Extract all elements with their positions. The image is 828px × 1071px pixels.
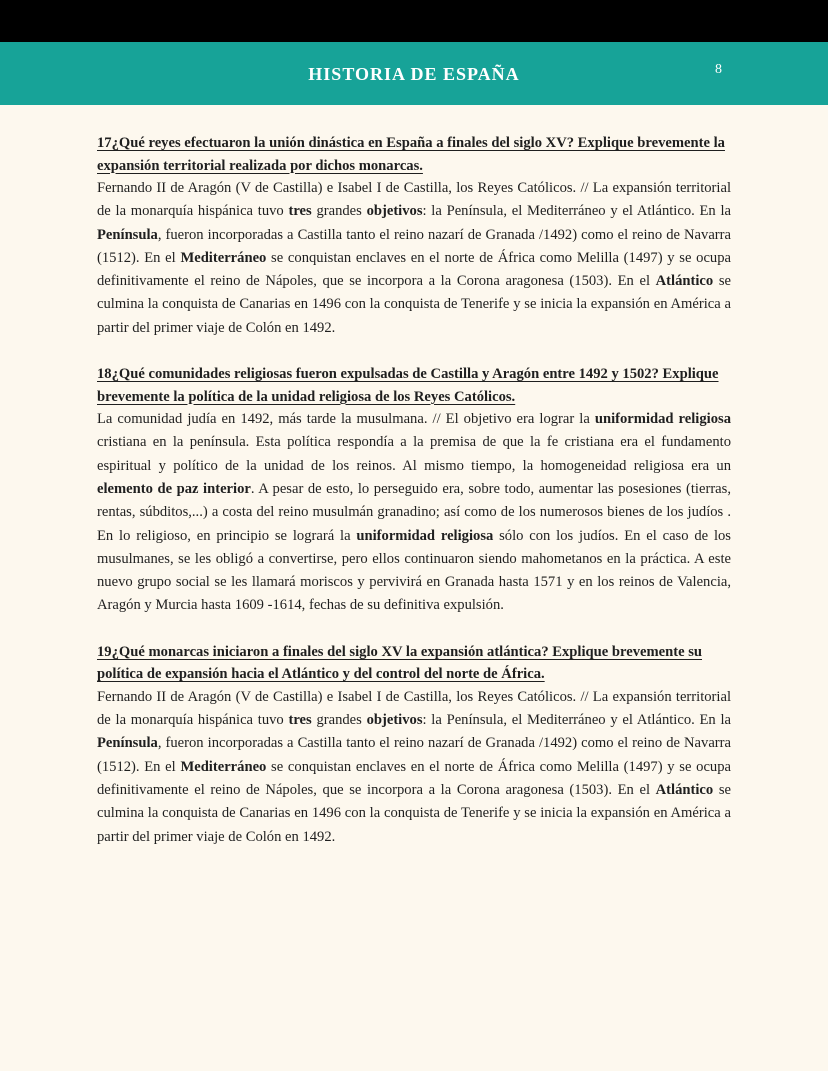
top-bar (0, 0, 828, 42)
qa-section (97, 132, 731, 340)
bold-term: elemento de paz interior (97, 480, 251, 497)
qa-section (97, 641, 731, 849)
page-header (0, 42, 828, 105)
answer-paragraph: La comunidad judía en 1492, más tarde la musulmana. // El objetivo era lograr la uniformidad religiosa cristiana en la península. Esta política respondía a la premisa de que la fe cristiana era el fundamento espiritual y político de la unidad de los reinos. Al mismo tiempo, la homogeneidad religiosa era un elemento de paz interior. A pesar de esto, lo perseguido era, sobre todo, aumentar las posesiones (tierras, rentas, súbditos,...) a costa del reino musulmán granadino; así como de los numerosos bienes de los judíos . En lo religioso, en principio se logrará la uniformidad religiosa sólo con los judíos. En el caso de los musulmanes, se les obligó a convertirse, pero ellos continuaron siendo mahometanos en la práctica. A este nuevo grupo social se les llamará moriscos y pervivirá en Granada hasta 1571 y en los reinos de Valencia, Aragón y Murcia hasta 1609 -1614, fechas de su definitiva expulsión. (97, 411, 731, 614)
qa-section (97, 363, 731, 618)
header-title: HISTORIA DE ESPAÑA (308, 64, 520, 84)
bold-term: Atlántico (655, 273, 714, 290)
document-body (0, 105, 828, 849)
bold-term: tres (288, 712, 312, 729)
bold-term: Mediterráneo (180, 249, 267, 266)
page-number: 8 (715, 62, 722, 77)
bold-term: Península (97, 735, 158, 752)
question-heading: 19¿Qué monarcas iniciaron a finales del siglo XV la expansión atlántica? Explique brevemente su política de expansión hacia el Atlántico y del control del norte de África. (97, 643, 703, 683)
bold-term: Atlántico (655, 781, 714, 798)
bold-term: Península (97, 226, 158, 243)
question-heading: 17¿Qué reyes efectuaron la unión dinástica en España a finales del siglo XV? Explique brevemente la expansión territorial realizada por dichos monarcas. (97, 135, 725, 174)
question-heading: 18¿Qué comunidades religiosas fueron expulsadas de Castilla y Aragón entre 1492 y 1502? Explique brevemente la política de la unidad religiosa de los Reyes Católicos. (97, 366, 719, 405)
answer-paragraph: Fernando II de Aragón (V de Castilla) e Isabel I de Castilla, los Reyes Católicos. // La expansión territorial de la monarquía hispánica tuvo tres grandes objetivos: la Península, el Mediterráneo y el Atlántico. En la Península, fueron incorporadas a Castilla tanto el reino nazarí de Granada /1492) como el reino de Navarra (1512). En el Mediterráneo se conquistan enclaves en el norte de África como Melilla (1497) y se ocupa definitivamente el reino de Nápoles, que se incorpora a la Corona aragonesa (1503). En el Atlántico se culmina la conquista de Canarias en 1496 con la conquista de Tenerife y se inicia la expansión en América a partir del primer viaje de Colón en 1492. (97, 688, 732, 845)
bold-term: uniformidad religiosa (356, 527, 494, 544)
bold-term: Mediterráneo (180, 758, 267, 775)
bold-term: objetivos (366, 712, 423, 729)
bold-term: uniformidad religiosa (594, 411, 731, 428)
bold-term: tres (288, 203, 312, 220)
answer-paragraph: Fernando II de Aragón (V de Castilla) e Isabel I de Castilla, los Reyes Católicos. // La expansión territorial de la monarquía hispánica tuvo tres grandes objetivos: la Península, el Mediterráneo y el Atlántico. En la Península, fueron incorporadas a Castilla tanto el reino nazarí de Granada /1492) como el reino de Navarra (1512). En el Mediterráneo se conquistan enclaves en el norte de África como Melilla (1497) y se ocupa definitivamente el reino de Nápoles, que se incorpora a la Corona aragonesa (1503). En el Atlántico se culmina la conquista de Canarias en 1496 con la conquista de Tenerife y se inicia la expansión en América a partir del primer viaje de Colón en 1492. (97, 180, 732, 336)
bold-term: objetivos (366, 203, 423, 220)
